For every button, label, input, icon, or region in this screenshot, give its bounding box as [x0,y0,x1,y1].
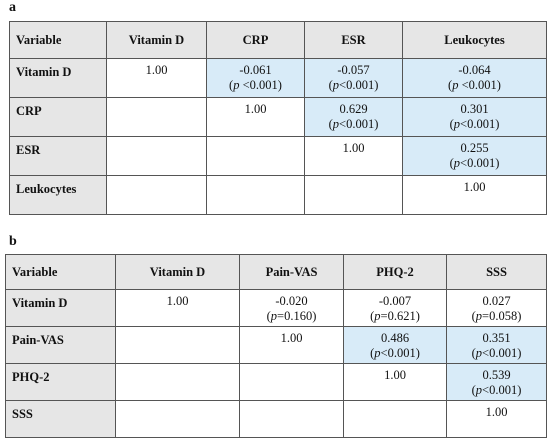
column-header: CRP [207,22,305,59]
coefficient-value: -0.007 [378,294,412,308]
correlation-cell [403,59,547,98]
p-value: (p<0.001) [449,117,500,131]
correlation-cell [240,290,344,327]
coefficient-value: -0.061 [239,63,272,77]
correlation-table-a [9,21,547,215]
table-row [6,327,547,364]
correlation-cell [107,59,207,98]
table-row [6,401,547,438]
coefficient-value: 0.027 [482,294,511,308]
row-header: Pain-VAS [6,327,116,364]
p-value: (p<0.001) [471,346,522,360]
row-header: PHQ-2 [6,364,116,401]
panel-a-label: a [9,0,16,15]
coefficient-value: 1.00 [384,368,406,382]
table-row [6,364,547,401]
row-header: CRP [10,98,107,137]
table-row [10,59,547,98]
row-header: Leukocytes [10,176,107,215]
coefficient-value: -0.064 [458,63,491,77]
correlation-cell [116,290,240,327]
p-value: (p <0.001) [448,78,501,92]
p-value: (p<0.001) [471,383,522,397]
p-value: (p<0.001) [328,117,379,131]
empty-cell [207,137,305,176]
column-header: Vitamin D [116,255,240,290]
correlation-cell [403,176,547,215]
coefficient-value: 0.629 [339,102,368,116]
coefficient-value: 1.00 [463,180,486,194]
column-header: Pain-VAS [240,255,344,290]
coefficient-value: 0.486 [380,331,410,345]
correlation-cell [447,401,547,438]
coefficient-value: 0.351 [482,331,511,345]
correlation-cell [305,59,403,98]
table-row [10,137,547,176]
empty-cell [116,401,240,438]
empty-cell [240,364,344,401]
row-header: SSS [6,401,116,438]
correlation-cell [403,98,547,137]
correlation-cell [344,327,447,364]
p-value: (p<0.001) [328,78,379,92]
correlation-cell [403,137,547,176]
p-value: (p<0.001) [449,156,500,170]
p-value: (p<0.001) [370,346,420,360]
correlation-cell [305,98,403,137]
correlation-table-b [5,254,547,438]
empty-cell [107,137,207,176]
p-value: (p=0.160) [266,309,317,323]
coefficient-value: 1.00 [485,405,508,419]
column-header-variable: Variable [10,22,107,59]
coefficient-value: 1.00 [166,294,189,308]
coefficient-value: 0.539 [482,368,511,382]
empty-cell [240,401,344,438]
panel-b-label: b [9,234,17,249]
table-row [10,176,547,215]
correlation-cell [305,137,403,176]
row-header: Vitamin D [6,290,116,327]
coefficient-value: 1.00 [244,102,267,116]
coefficient-value: 0.301 [460,102,489,116]
column-header-variable: Variable [6,255,116,290]
coefficient-value: 1.00 [342,141,365,155]
empty-cell [305,176,403,215]
coefficient-value: 1.00 [145,63,168,77]
coefficient-value: 1.00 [280,331,303,345]
correlation-cell [207,98,305,137]
empty-cell [207,176,305,215]
table-row [10,98,547,137]
column-header: PHQ-2 [344,255,447,290]
correlation-cell [207,59,305,98]
header-row [6,255,547,290]
empty-cell [116,327,240,364]
empty-cell [344,401,447,438]
correlation-cell [240,327,344,364]
coefficient-value: 0.255 [460,141,489,155]
correlation-cell [447,290,547,327]
row-header: ESR [10,137,107,176]
column-header: Leukocytes [403,22,547,59]
column-header: ESR [305,22,403,59]
empty-cell [116,364,240,401]
empty-cell [107,98,207,137]
p-value: (p=0.621) [370,309,420,323]
row-header: Vitamin D [10,59,107,98]
correlation-cell [447,327,547,364]
coefficient-value: -0.020 [275,294,308,308]
column-header: SSS [447,255,547,290]
correlation-cell [447,364,547,401]
coefficient-value: -0.057 [337,63,370,77]
p-value: (p <0.001) [229,78,282,92]
correlation-cell [344,290,447,327]
empty-cell [107,176,207,215]
column-header: Vitamin D [107,22,207,59]
table-row [6,290,547,327]
header-row [10,22,547,59]
p-value: (p=0.058) [471,309,522,323]
correlation-cell [344,364,447,401]
